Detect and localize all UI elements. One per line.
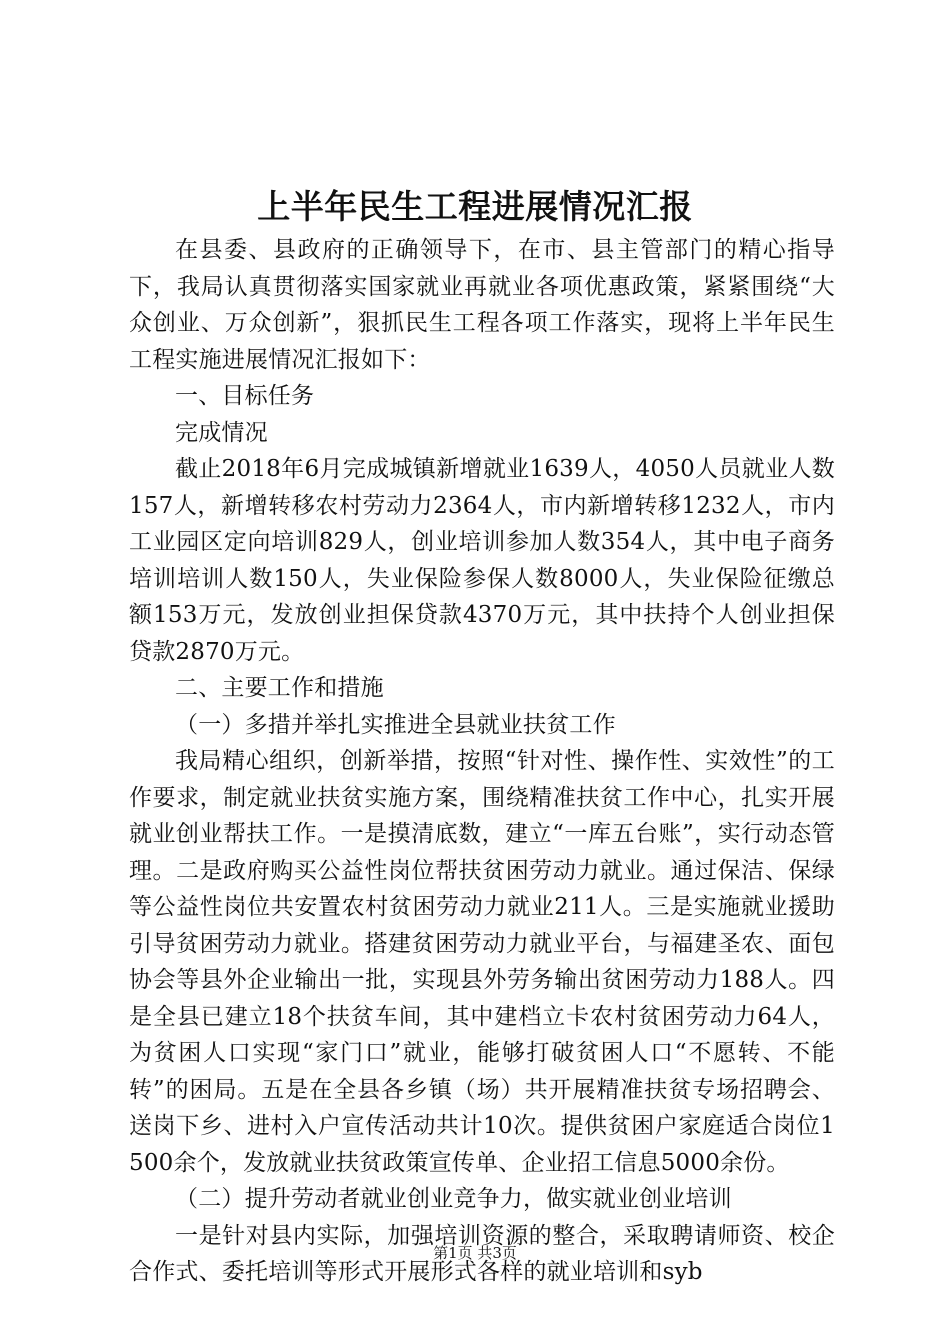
- section-heading-measures: 二、主要工作和措施: [175, 675, 384, 701]
- section-heading-goals: 一、目标任务: [175, 383, 315, 409]
- training-paragraph: 一是针对县内实际，加强培训资源的整合，采取聘请师资、校企合作式、委托培训等形式开展形式各样的就业培训和syb: [129, 1222, 835, 1285]
- intro-paragraph: 在县委、县政府的正确领导下，在市、县主管部门的精心指导下，我局认真贯彻落实国家就业再就业各项优惠政策，紧紧围绕“大众创业、万众创新”，狠抓民生工程各项工作落实，现将上半年民生工程实施进展情况汇报如下：: [129, 237, 835, 373]
- subheading-poverty-employment: （一）多措并举扎实推进全县就业扶贫工作: [175, 711, 616, 738]
- page-footer: 第1页 共3页: [433, 1244, 517, 1262]
- document-title: 上半年民生工程进展情况汇报: [257, 187, 693, 226]
- document-body: [129, 232, 835, 1291]
- subheading-completion: 完成情况: [175, 419, 268, 446]
- completion-paragraph: 截止2018年6月完成城镇新增就业1639人，4050人员就业人数157人，新增转移农村劳动力2364人，市内新增转移1232人，市内工业园区定向培训829人，创业培训参加人数354人，其中电子商务培训培训人数150人，失业保险参保人数8000人，失业保险征缴总额153万元，发放创业担保贷款4370万元，其中扶持个人创业担保贷款2870万元。: [129, 456, 835, 665]
- subheading-training: （二）提升劳动者就业创业竞争力，做实就业创业培训: [175, 1186, 732, 1212]
- poverty-employment-paragraph: 我局精心组织，创新举措，按照“针对性、操作性、实效性”的工作要求，制定就业扶贫实施方案，围绕精准扶贫工作中心，扎实开展就业创业帮扶工作。一是摸清底数，建立“一库五台账”，实行动态管理。二是政府购买公益性岗位帮扶贫困劳动力就业。通过保洁、保绿等公益性岗位共安置农村贫困劳动力就业211人。三是实施就业援助引导贫困劳动力就业。搭建贫困劳动力就业平台，与福建圣农、面包协会等县外企业输出一批，实现县外劳务输出贫困劳动力188人。四是全县已建立18个扶贫车间，其中建档立卡农村贫困劳动力64人，为贫困人口实现“家门口”就业，能够打破贫困人口“不愿转、不能转”的困局。五是在全县各乡镇（场）共开展精准扶贫专场招聘会、送岗下乡、进村入户宣传活动共计10次。提供贫困户家庭适合岗位1500余个，发放就业扶贫政策宣传单、企业招工信息5000余份。: [129, 748, 835, 1176]
